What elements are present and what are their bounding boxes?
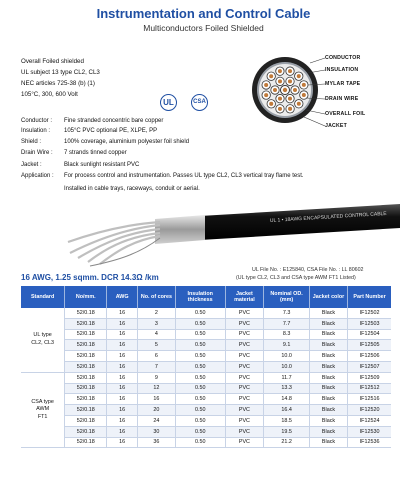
table-cell: 7.3	[264, 308, 310, 318]
table-body	[21, 308, 391, 448]
listing-line: UL File No. : E125840, CSA File No. : LL 80602	[252, 267, 364, 273]
label-conductor: CONDUCTOR	[325, 55, 361, 61]
table-cell: IF12530	[348, 426, 391, 437]
conductor	[269, 74, 273, 78]
standard-label-line: CSA type	[31, 398, 54, 405]
table-cell: Black	[309, 308, 347, 318]
label-jacket: JACKET	[325, 123, 347, 129]
table-cell: Black	[309, 340, 347, 351]
table-row	[21, 415, 391, 426]
table-cell: Black	[309, 426, 347, 437]
table-cell: 30	[138, 426, 176, 437]
table-cell: 52/0.18	[65, 426, 107, 437]
table-cell: IF12512	[348, 383, 391, 394]
table-cell: 11.7	[264, 372, 310, 383]
table-cell: IF12504	[348, 329, 391, 340]
page-subtitle: Multiconductors Foiled Shielded	[143, 23, 264, 33]
table-cell: IF12505	[348, 340, 391, 351]
detail-row: Jacket : Black sunlight resistant PVC	[21, 162, 140, 168]
table-cell: 9.1	[264, 340, 310, 351]
conductor	[269, 102, 273, 106]
col-header: Jacket color	[309, 286, 347, 308]
conductor	[278, 69, 282, 73]
csa-logo-text: CSA	[193, 99, 206, 105]
detail-row: Application : For process control and instrumentation. Passes UL type CL2, CL3 vertical tray flame test.	[21, 173, 304, 179]
table-cell: 12	[138, 383, 176, 394]
table-row	[21, 318, 391, 329]
table-cell: PVC	[225, 329, 264, 340]
label-mylar-tape: MYLAR TAPE	[325, 81, 361, 87]
table-cell: 10.0	[264, 351, 310, 362]
cable-print: UL 1 • 18AWG ENCAPSULATED CONTROL CABLE	[269, 210, 387, 224]
table-cell: Black	[309, 383, 347, 394]
standard-label-line: AWM	[36, 406, 50, 413]
table-cell: 0.50	[175, 394, 225, 405]
table-cell: 52/0.18	[65, 394, 107, 405]
spec-line: 105°C, 300, 600 Volt	[21, 91, 78, 98]
table-cell: 7.7	[264, 318, 310, 329]
conductor	[288, 107, 292, 111]
table-cell: Black	[309, 405, 347, 416]
table-cell: PVC	[225, 415, 264, 426]
table-cell: 16	[107, 308, 138, 318]
table-cell: PVC	[225, 340, 264, 351]
table-cell: PVC	[225, 426, 264, 437]
table-cell: 52/0.18	[65, 329, 107, 340]
table-row	[21, 329, 391, 340]
table-row	[21, 437, 391, 448]
table-cell: 0.50	[175, 340, 225, 351]
table-cell: IF12524	[348, 415, 391, 426]
col-header: Nominal OD.(mm)	[264, 286, 310, 308]
table-cell: 16	[107, 426, 138, 437]
table-cell: IF12536	[348, 437, 391, 448]
table-cell: 0.50	[175, 308, 225, 318]
col-header: Part Number	[348, 286, 391, 308]
table-cell: PVC	[225, 372, 264, 383]
table-cell: 0.50	[175, 351, 225, 362]
table-cell: 0.50	[175, 415, 225, 426]
table-cell: Black	[309, 361, 347, 372]
table-cell: 16	[107, 361, 138, 372]
exposed-cores	[68, 222, 160, 264]
table-cell: 16	[107, 329, 138, 340]
section-heading: 16 AWG, 1.25 sqmm. DCR 14.3Ω /km	[21, 273, 159, 282]
table-row	[21, 361, 391, 372]
table-cell: 3	[138, 318, 176, 329]
table-cell: 0.50	[175, 405, 225, 416]
label-insulation: INSULATION	[325, 67, 359, 73]
conductor	[293, 88, 297, 92]
col-header: No/mm.	[65, 286, 107, 308]
center-conductor	[283, 88, 287, 92]
table-cell: 16	[107, 318, 138, 329]
table-cell: 7	[138, 361, 176, 372]
csa-logo-icon	[191, 94, 208, 111]
table-cell: Black	[309, 394, 347, 405]
col-header: Insulation thickness	[175, 286, 225, 308]
table-row	[21, 405, 391, 416]
table-cell: Black	[309, 329, 347, 340]
table-cell: 52/0.18	[65, 351, 107, 362]
conductor	[288, 79, 292, 83]
table-cell: PVC	[225, 405, 264, 416]
table-cell: IF12506	[348, 351, 391, 362]
table-cell: 0.50	[175, 361, 225, 372]
table-cell: 52/0.18	[65, 405, 107, 416]
table-cell: 18.5	[264, 415, 310, 426]
table-cell: Black	[309, 318, 347, 329]
table-cell: PVC	[225, 318, 264, 329]
table-cell: IF12520	[348, 405, 391, 416]
table-cell: 8.3	[264, 329, 310, 340]
table-cell: 16	[107, 437, 138, 448]
table-row	[21, 383, 391, 394]
table-cell: 2	[138, 308, 176, 318]
page-title: Instrumentation and Control Cable	[96, 6, 311, 21]
table-cell: 16	[107, 394, 138, 405]
table-cell: 0.50	[175, 383, 225, 394]
spec-line: UL subject 13 type CL2, CL3	[21, 69, 100, 76]
cable-illustration	[60, 198, 400, 268]
table-cell: 52/0.18	[65, 415, 107, 426]
conductor	[278, 79, 282, 83]
label-overall-foil: OVERALL FOIL	[325, 111, 366, 117]
conductor	[288, 97, 292, 101]
table-cell: 9	[138, 372, 176, 383]
detail-row: Conductor : Fine stranded concentric bare copper	[21, 118, 164, 124]
table-cell: Black	[309, 437, 347, 448]
table-cell: 16	[138, 394, 176, 405]
col-header: AWG	[107, 286, 138, 308]
table-cell: 16	[107, 372, 138, 383]
table-cell: 52/0.18	[65, 361, 107, 372]
table-row	[21, 351, 391, 362]
table-cell: 52/0.18	[65, 340, 107, 351]
table-cell: 16	[107, 351, 138, 362]
col-header: No. of cores	[138, 286, 176, 308]
table-cell: 16.4	[264, 405, 310, 416]
table-cell: 6	[138, 351, 176, 362]
table-cell: 16	[107, 415, 138, 426]
table-cell: Black	[309, 415, 347, 426]
table-cell: 24	[138, 415, 176, 426]
table-cell: 4	[138, 329, 176, 340]
detail-row: Shield : 100% coverage, aluminium polyester foil shield	[21, 139, 190, 145]
table-cell: 36	[138, 437, 176, 448]
table-cell: IF12507	[348, 361, 391, 372]
table-cell: 0.50	[175, 437, 225, 448]
table-cell: 14.8	[264, 394, 310, 405]
table-cell: 52/0.18	[65, 383, 107, 394]
table-cell: 5	[138, 340, 176, 351]
table-cell: PVC	[225, 351, 264, 362]
table-cell: PVC	[225, 308, 264, 318]
table-cell: 0.50	[175, 372, 225, 383]
standard-cell	[21, 372, 65, 448]
table-cell: 16	[107, 340, 138, 351]
detail-row: Insulation : 105°C PVC optional PE, XLPE, PP	[21, 128, 158, 134]
table-cell: IF12503	[348, 318, 391, 329]
conductor	[288, 69, 292, 73]
detail-row: Installed in cable trays, raceways, conduit or aerial.	[64, 186, 200, 192]
table-cell: PVC	[225, 361, 264, 372]
listing-line: (UL type CL2, CL3 and CSA type AWM FT1 Listed)	[236, 275, 356, 281]
spec-line: Overall Foiled shielded	[21, 58, 84, 65]
spec-line: NEC articles 725-38 (b) (1)	[21, 80, 95, 87]
conductor	[273, 88, 277, 92]
ul-logo-icon	[160, 94, 177, 111]
cable-foil	[155, 215, 205, 244]
standard-label-line: FT1	[37, 413, 48, 420]
spec-table	[21, 286, 391, 448]
table-cell: 21.2	[264, 437, 310, 448]
ul-logo-text: UL	[163, 98, 174, 107]
table-cell: PVC	[225, 394, 264, 405]
table-row	[21, 394, 391, 405]
table-row	[21, 308, 391, 318]
table-row	[21, 340, 391, 351]
table-cell: Black	[309, 372, 347, 383]
table-cell: 0.50	[175, 318, 225, 329]
table-cell: IF12502	[348, 308, 391, 318]
col-header: Jacket material	[225, 286, 264, 308]
detail-row: Drain Wire : 7 strands tinned copper	[21, 150, 127, 156]
table-cell: 52/0.18	[65, 437, 107, 448]
table-cell: 16	[107, 383, 138, 394]
col-header: Standard	[21, 286, 65, 308]
conductor	[264, 83, 268, 87]
table-cell: Black	[309, 351, 347, 362]
standard-label-line: UL type	[33, 332, 52, 339]
table-row	[21, 372, 391, 383]
table-cell: PVC	[225, 437, 264, 448]
table-cell: IF12509	[348, 372, 391, 383]
table-cell: 0.50	[175, 329, 225, 340]
standard-label-line: CL2, CL3	[31, 339, 55, 346]
table-cell: 16	[107, 405, 138, 416]
table-cell: PVC	[225, 383, 264, 394]
conductor	[278, 107, 282, 111]
table-cell: 19.5	[264, 426, 310, 437]
label-drain-wire: DRAIN WIRE	[325, 96, 359, 102]
table-cell: 52/0.18	[65, 308, 107, 318]
table-cell: 13.3	[264, 383, 310, 394]
standard-cell	[21, 308, 65, 372]
table-cell: IF12516	[348, 394, 391, 405]
table-cell: 52/0.18	[65, 372, 107, 383]
table-cell: 10.0	[264, 361, 310, 372]
table-row	[21, 426, 391, 437]
table-cell: 0.50	[175, 426, 225, 437]
conductor	[264, 93, 268, 97]
conductor	[278, 97, 282, 101]
table-cell: 20	[138, 405, 176, 416]
table-header-row	[21, 286, 391, 308]
table-cell: 52/0.18	[65, 318, 107, 329]
